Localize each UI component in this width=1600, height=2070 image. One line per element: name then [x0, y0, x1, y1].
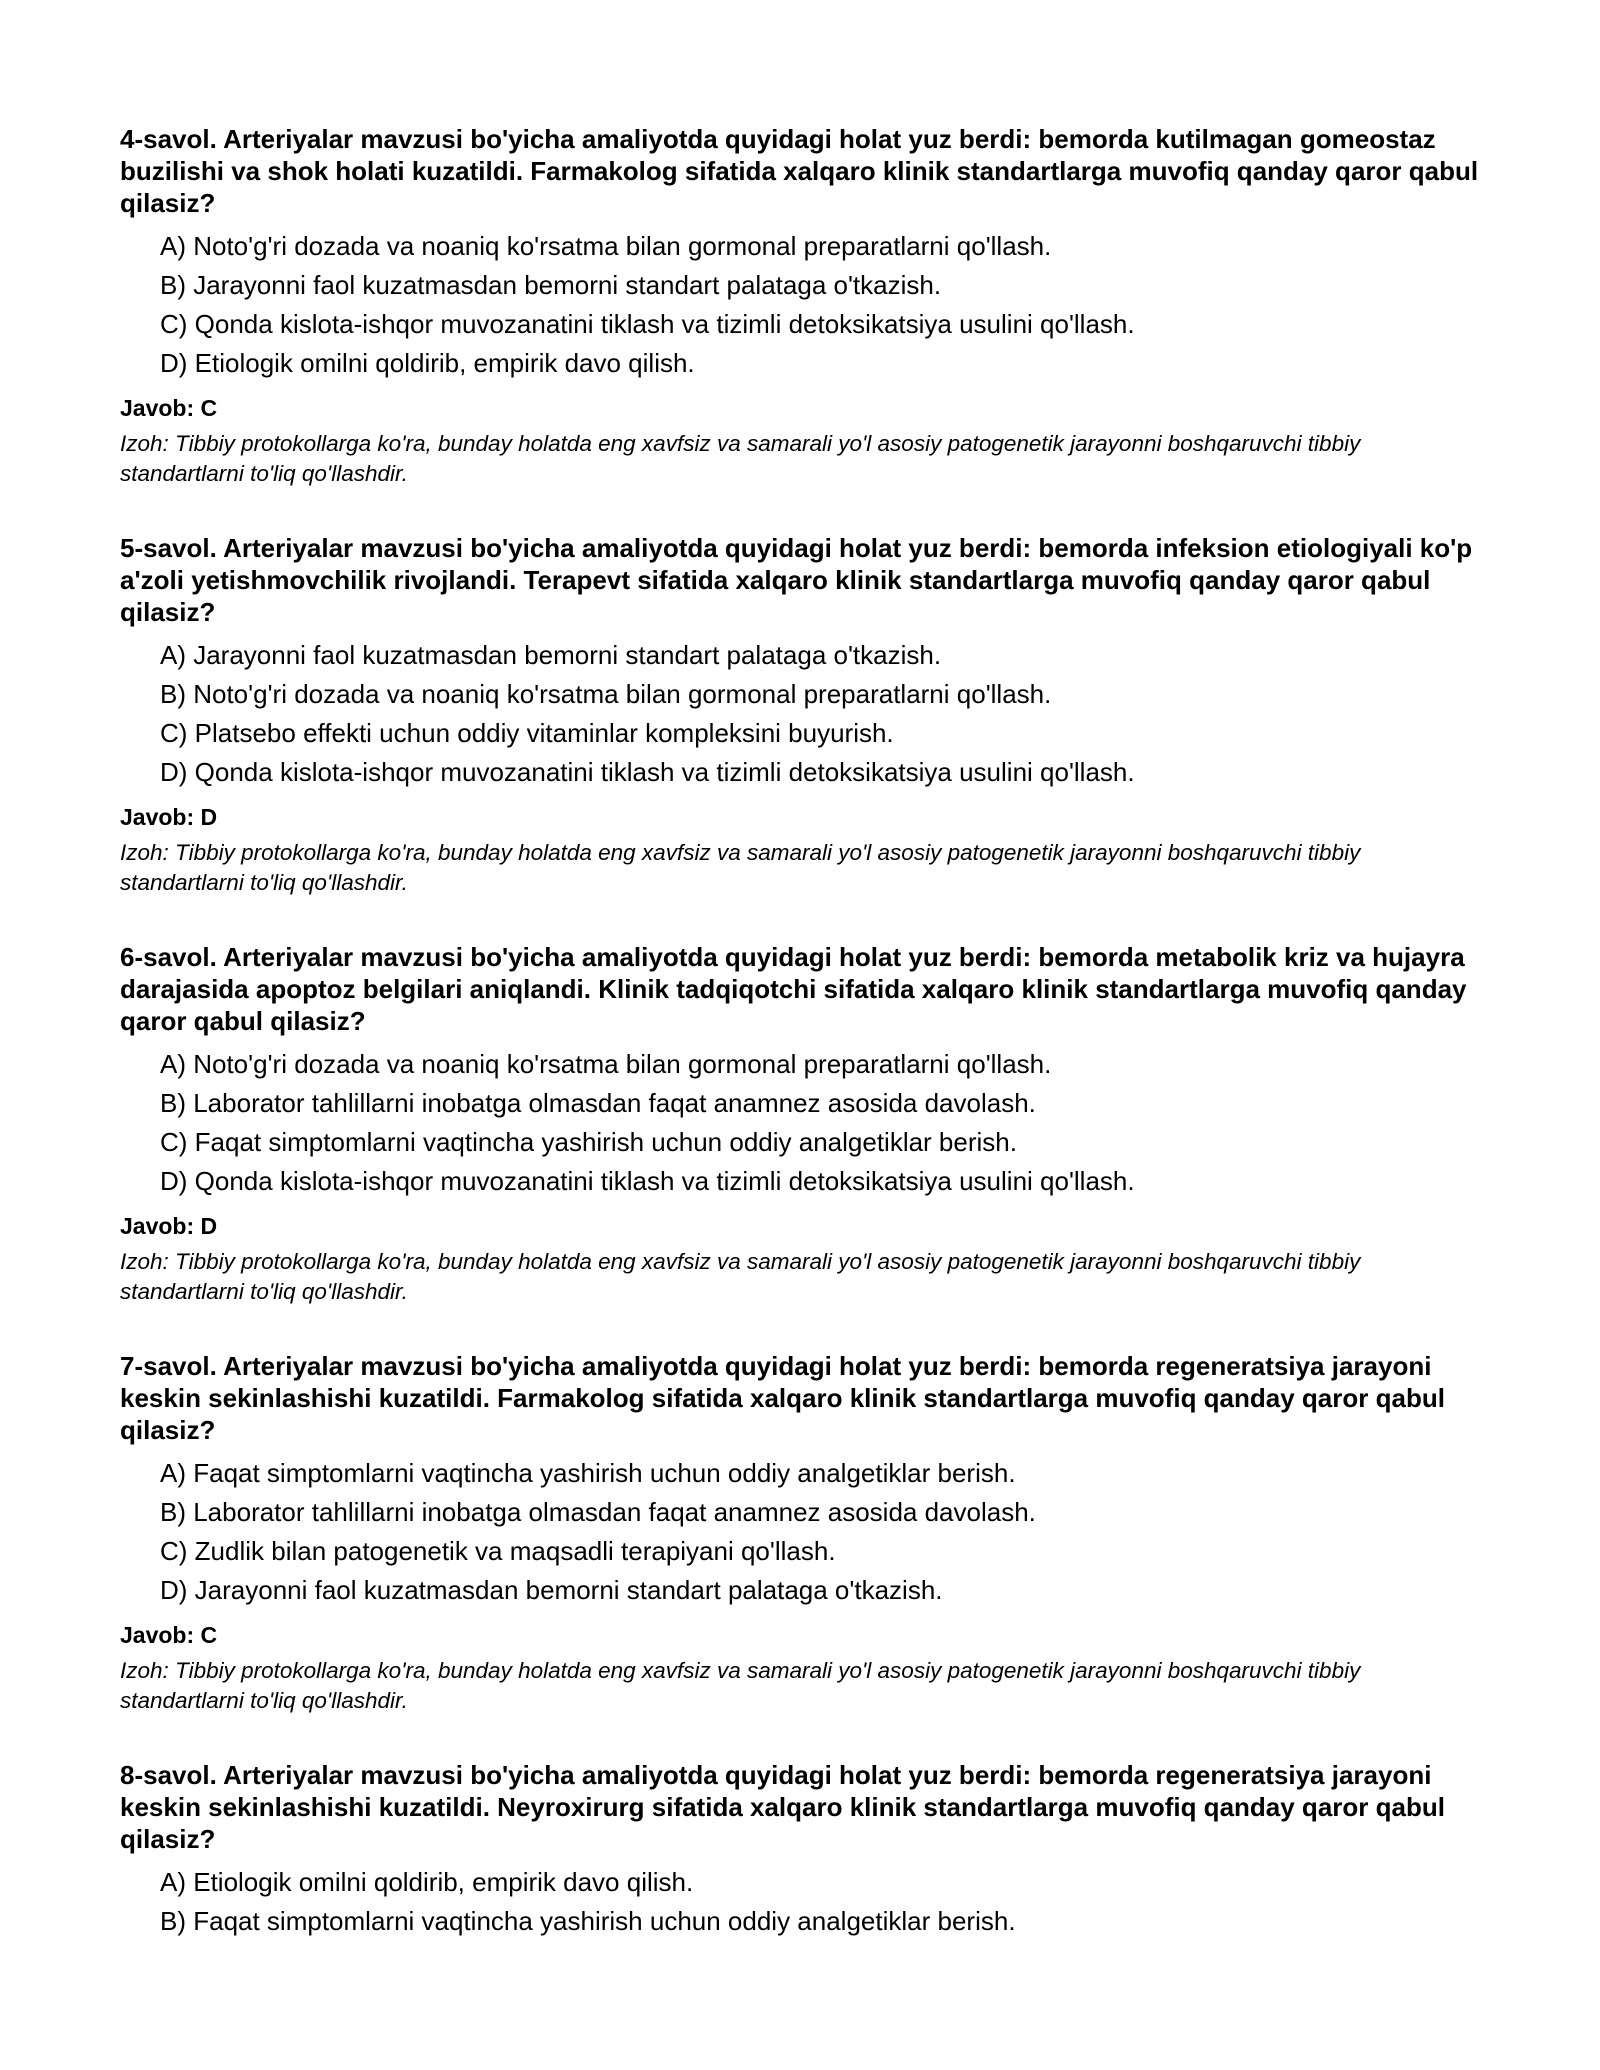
option-a: A) Noto'g'ri dozada va noaniq ko'rsatma bilan gormonal preparatlarni qo'llash.	[160, 231, 1052, 261]
option-a: A) Noto'g'ri dozada va noaniq ko'rsatma bilan gormonal preparatlarni qo'llash.	[160, 1049, 1052, 1079]
option-d: D) Qonda kislota-ishqor muvozanatini tiklash va tizimli detoksikatsiya usulini qo'llash.	[160, 757, 1135, 787]
options-list	[120, 1863, 1480, 1941]
option-b: B) Noto'g'ri dozada va noaniq ko'rsatma bilan gormonal preparatlarni qo'llash.	[160, 679, 1052, 709]
answer: Javob: C	[120, 1622, 218, 1648]
option-b: B) Laborator tahlillarni inobatga olmasdan faqat anamnez asosida davolash.	[160, 1088, 1036, 1118]
options-list	[120, 636, 1480, 792]
option-a: A) Jarayonni faol kuzatmasdan bemorni standart palataga o'tkazish.	[160, 640, 942, 670]
option-d: D) Qonda kislota-ishqor muvozanatini tiklash va tizimli detoksikatsiya usulini qo'llash.	[160, 1166, 1135, 1196]
question-title: 8-savol. Arteriyalar mavzusi bo'yicha amaliyotda quyidagi holat yuz berdi: bemorda regeneratsiya jarayoni keskin sekinlashishi kuzatildi. Neyroxirurg sifatida xalqaro klinik standartlarga muvofiq qanday qaror qabul qilasiz?	[120, 1760, 1445, 1854]
option-c: C) Faqat simptomlarni vaqtincha yashirish uchun oddiy analgetiklar berish.	[160, 1127, 1017, 1157]
options-list	[120, 1045, 1480, 1201]
answer: Javob: D	[120, 804, 218, 830]
option-c: C) Platsebo effekti uchun oddiy vitaminlar kompleksini buyurish.	[160, 718, 894, 748]
answer: Javob: D	[120, 1213, 218, 1239]
question-title: 7-savol. Arteriyalar mavzusi bo'yicha amaliyotda quyidagi holat yuz berdi: bemorda regeneratsiya jarayoni keskin sekinlashishi kuzatildi. Farmakolog sifatida xalqaro klinik standartlarga muvofiq qanday qaror qabul qilasiz?	[120, 1351, 1445, 1445]
option-d: D) Jarayonni faol kuzatmasdan bemorni standart palataga o'tkazish.	[160, 1575, 943, 1605]
option-a: A) Etiologik omilni qoldirib, empirik davo qilish.	[160, 1867, 694, 1897]
question-block-5	[120, 532, 1480, 898]
explanation: Izoh: Tibbiy protokollarga ko'ra, bunday holatda eng xavfsiz va samarali yo'l asosiy patogenetik jarayonni boshqaruvchi tibbiy standartlarni to'liq qo'llashdir.	[120, 840, 1361, 895]
answer: Javob: C	[120, 395, 218, 421]
option-b: B) Faqat simptomlarni vaqtincha yashirish uchun oddiy analgetiklar berish.	[160, 1906, 1016, 1936]
option-b: B) Laborator tahlillarni inobatga olmasdan faqat anamnez asosida davolash.	[160, 1497, 1036, 1527]
question-block-7	[120, 1350, 1480, 1716]
option-a: A) Faqat simptomlarni vaqtincha yashirish uchun oddiy analgetiklar berish.	[160, 1458, 1016, 1488]
option-c: C) Zudlik bilan patogenetik va maqsadli terapiyani qo'llash.	[160, 1536, 836, 1566]
option-b: B) Jarayonni faol kuzatmasdan bemorni standart palataga o'tkazish.	[160, 270, 942, 300]
question-block-6	[120, 941, 1480, 1307]
question-block-8	[120, 1759, 1480, 1941]
question-title: 5-savol. Arteriyalar mavzusi bo'yicha amaliyotda quyidagi holat yuz berdi: bemorda infeksion etiologiyali ko'p a'zoli yetishmovchilik rivojlandi. Terapevt sifatida xalqaro klinik standartlarga muvofiq qanday qaror qabul qilasiz?	[120, 533, 1473, 627]
options-list	[120, 227, 1480, 383]
explanation: Izoh: Tibbiy protokollarga ko'ra, bunday holatda eng xavfsiz va samarali yo'l asosiy patogenetik jarayonni boshqaruvchi tibbiy standartlarni to'liq qo'llashdir.	[120, 1658, 1361, 1713]
explanation: Izoh: Tibbiy protokollarga ko'ra, bunday holatda eng xavfsiz va samarali yo'l asosiy patogenetik jarayonni boshqaruvchi tibbiy standartlarni to'liq qo'llashdir.	[120, 431, 1361, 486]
question-block-4	[120, 123, 1480, 489]
options-list	[120, 1454, 1480, 1610]
option-d: D) Etiologik omilni qoldirib, empirik davo qilish.	[160, 348, 695, 378]
explanation: Izoh: Tibbiy protokollarga ko'ra, bunday holatda eng xavfsiz va samarali yo'l asosiy patogenetik jarayonni boshqaruvchi tibbiy standartlarni to'liq qo'llashdir.	[120, 1249, 1361, 1304]
option-c: C) Qonda kislota-ishqor muvozanatini tiklash va tizimli detoksikatsiya usulini qo'llash.	[160, 309, 1135, 339]
question-title: 4-savol. Arteriyalar mavzusi bo'yicha amaliyotda quyidagi holat yuz berdi: bemorda kutilmagan gomeostaz buzilishi va shok holati kuzatildi. Farmakolog sifatida xalqaro klinik standartlarga muvofiq qanday qaror qabul qilasiz?	[120, 124, 1479, 218]
question-title: 6-savol. Arteriyalar mavzusi bo'yicha amaliyotda quyidagi holat yuz berdi: bemorda metabolik kriz va hujayra darajasida apoptoz belgilari aniqlandi. Klinik tadqiqotchi sifatida xalqaro klinik standartlarga muvofiq qanday qaror qabul qilasiz?	[120, 942, 1467, 1036]
